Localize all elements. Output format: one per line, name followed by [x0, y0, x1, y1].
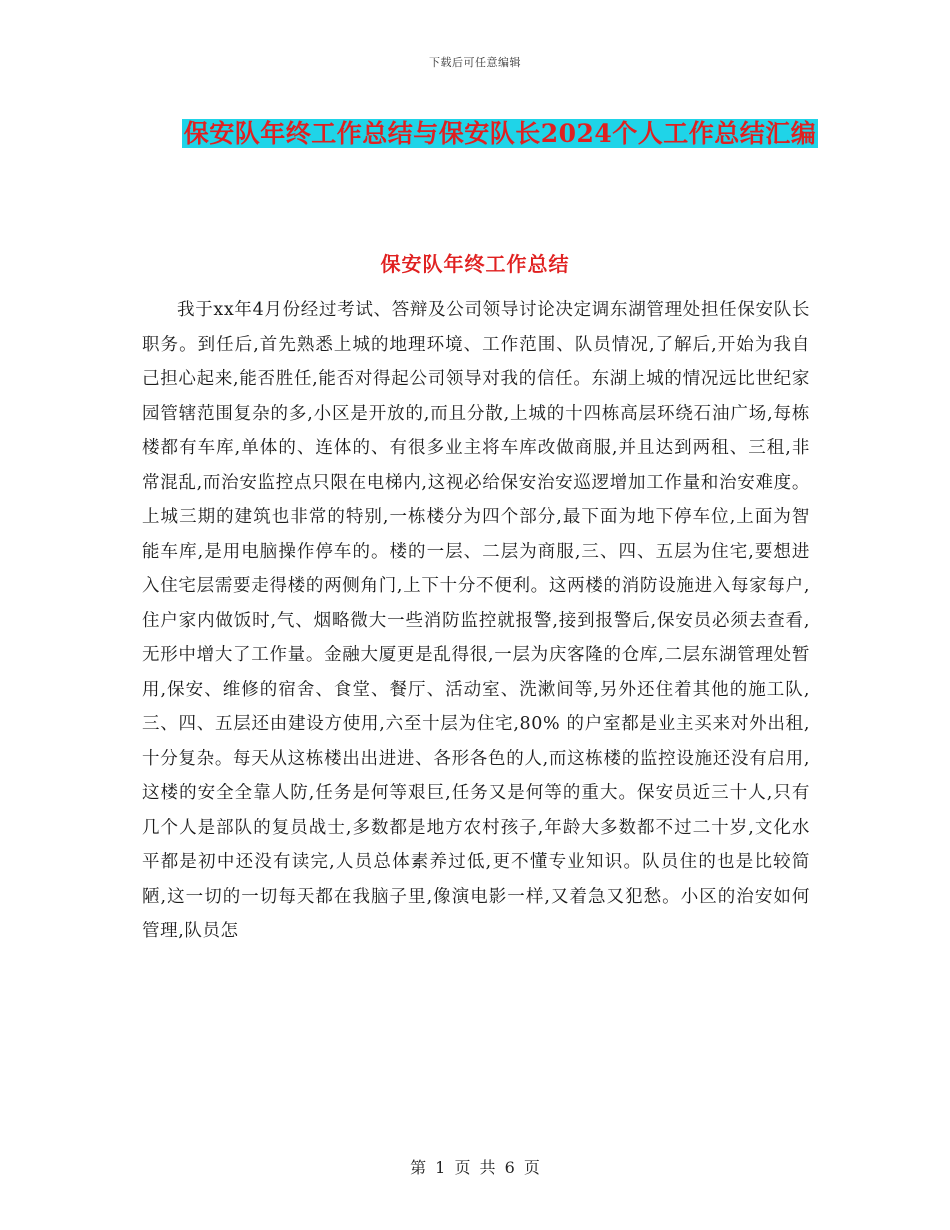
header-note: 下载后可任意编辑 — [429, 56, 521, 69]
document-title — [140, 112, 860, 156]
body-paragraph: 我于xx年4月份经过考试、答辩及公司领导讨论决定调东湖管理处担任保安队长职务。到任后,首先熟悉上城的地理环境、工作范围、队员情况,了解后,开始为我自己担心起来,能否胜任,能否对得起公司领导对我的信任。东湖上城的情况远比世纪家园管辖范围复杂的多,小区是开放的,而且分散,上城的十四栋高层环绕石油广场,每栋楼都有车库,单体的、连体的、有很多业主将车库改做商服,并且达到两租、三租,非常混乱,而治安监控点只限在电梯内,这视必给保安治安巡逻增加工作量和治安难度。上城三期的建筑也非常的特别,一栋楼分为四个部分,最下面为地下停车位,上面为智能车库,是用电脑操作停车的。楼的一层、二层为商服,三、四、五层为住宅,要想进入住宅层需要走得楼的两侧角门,上下十分不便利。这两楼的消防设施进入每家每户,住户家内做饭时,气、烟略微大一些消防监控就报警,接到报警后,保安员必须去查看,无形中增大了工作量。金融大厦更是乱得很,一层为庆客隆的仓库,二层东湖管理处暂用,保安、维修的宿舍、食堂、餐厅、活动室、洗漱间等,另外还住着其他的施工队,三、四、五层还由建设方使用,六至十层为住宅,80% 的户室都是业主买来对外出租,十分复杂。每天从这栋楼出出进进、各形各色的人,而这栋楼的监控设施还没有启用,这楼的安全全靠人防,任务是何等艰巨,任务又是何等的重大。保安员近三十人,只有几个人是部队的复员战士,多数都是地方农村孩子,年龄大多数都不过二十岁,文化水平都是初中还没有读完,人员总体素养过低,更不懂专业知识。队员住的也是比较简陋,这一切的一切每天都在我脑子里,像演电影一样,又着急又犯愁。小区的治安如何管理,队员怎 — [142, 300, 810, 941]
section-title: 保安队年终工作总结 — [380, 252, 570, 276]
page-number-footer: 第 1 页 共 6 页 — [410, 1158, 540, 1177]
document-title-text: 保安队年终工作总结与保安队长2024个人工作总结汇编 — [183, 119, 817, 148]
